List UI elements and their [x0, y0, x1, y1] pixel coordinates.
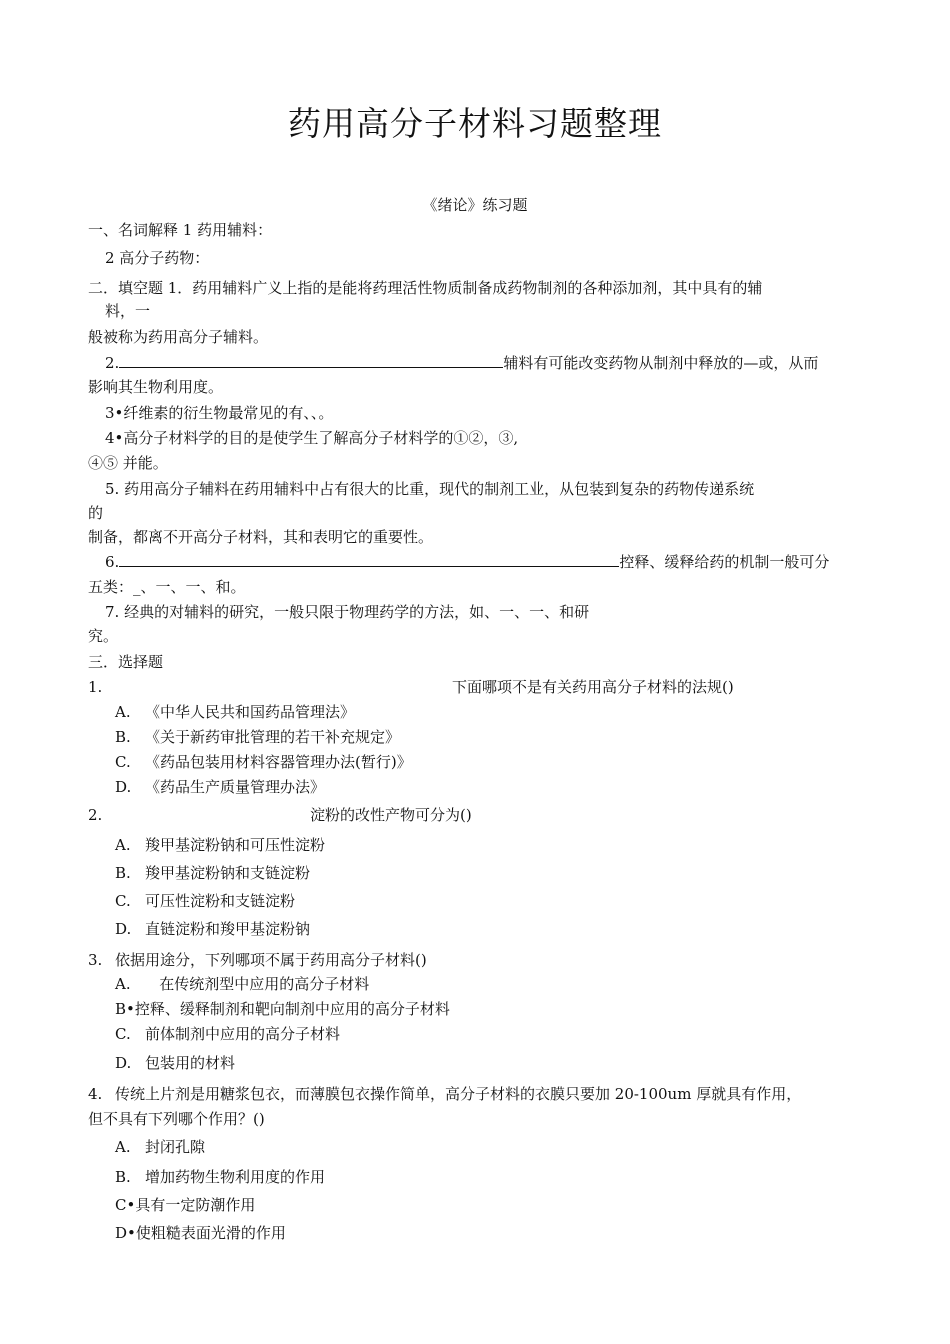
- mc-q2-option-d[interactable]: D. 直链淀粉和羧甲基淀粉钠: [115, 920, 311, 938]
- mc-q3-option-d[interactable]: D. 包装用的材料: [115, 1054, 236, 1072]
- page-subtitle: 《绪论》练习题: [422, 196, 528, 214]
- mc-q3-number: 3.: [88, 951, 103, 969]
- q3-line: 3•纤维素的衍生物最常见的有、、。: [105, 404, 334, 422]
- q4-continuation: ④⑤ 并能。: [88, 454, 168, 472]
- mc-q3-option-c[interactable]: C. 前体制剂中应用的高分子材料: [115, 1025, 341, 1043]
- page-title: 药用高分子材料习题整理: [288, 104, 662, 143]
- q6-blank[interactable]: [119, 552, 619, 567]
- mc-q1-option-a[interactable]: A. 《中华人民共和国药品管理法》: [115, 703, 356, 721]
- section2-line1b: 料，一: [105, 302, 151, 320]
- q5-line-b: 的: [88, 504, 104, 522]
- q6-suffix: 控释、缓释给药的机制一般可分: [619, 553, 830, 571]
- section1-heading: 一、名词解释 1 药用辅料：: [88, 221, 273, 239]
- q2-prefix: 2.: [105, 354, 120, 372]
- q4-line: 4•高分子材料学的目的是使学生了解高分子材料学的①②，③,: [105, 429, 519, 447]
- q2-suffix: 辅料有可能改变药物从制剂中释放的—或，从而: [503, 354, 819, 372]
- section2-line1c: 般被称为药用高分子辅料。: [88, 328, 269, 346]
- mc-q3-text: 依据用途分，下列哪项不属于药用高分子材料(): [115, 951, 427, 969]
- mc-q4-option-d[interactable]: D•使粗糙表面光滑的作用: [115, 1224, 286, 1242]
- mc-q1-option-b[interactable]: B. 《关于新药审批管理的若干补充规定》: [115, 728, 401, 746]
- mc-q4-number: 4.: [88, 1085, 103, 1103]
- q7-continuation: 究。: [88, 627, 119, 645]
- q5-continuation: 制备，都离不开高分子材料，其和表明它的重要性。: [88, 528, 434, 546]
- mc-q1-option-c[interactable]: C. 《药品包装用材料容器管理办法(暂行)》: [115, 753, 412, 771]
- mc-q2-option-c[interactable]: C. 可压性淀粉和支链淀粉: [115, 892, 296, 910]
- mc-q4-text: 传统上片剂是用糖浆包衣，而薄膜包衣操作简单，高分子材料的衣膜只要加 20-100um 厚就具有作用，: [115, 1085, 802, 1103]
- mc-q4-option-c[interactable]: C•具有一定防潮作用: [115, 1196, 256, 1214]
- section3-heading: 三．选择题: [88, 653, 164, 671]
- mc-q2-text: 淀粉的改性产物可分为(): [310, 806, 472, 824]
- mc-q4-text-continuation: 但不具有下列哪个作用？(): [88, 1110, 265, 1128]
- mc-q1-number: 1.: [88, 678, 103, 696]
- mc-q3-option-a[interactable]: A. 在传统剂型中应用的高分子材料: [115, 975, 370, 993]
- q6-line: [105, 552, 829, 572]
- q7-line: 7. 经典的对辅料的研究，一般只限于物理药学的方法，如、一、一、和研: [105, 603, 590, 621]
- q6-prefix: 6.: [105, 553, 120, 571]
- mc-q1-option-d[interactable]: D. 《药品生产质量管理办法》: [115, 778, 326, 796]
- q2-line: [105, 353, 818, 373]
- q2-blank[interactable]: [119, 353, 503, 368]
- section1-item2: 2 高分子药物：: [105, 249, 210, 267]
- mc-q1-text: 下面哪项不是有关药用高分子材料的法规(): [452, 678, 734, 696]
- mc-q2-number: 2.: [88, 806, 103, 824]
- q5-line: 5. 药用高分子辅料在药用辅料中占有很大的比重，现代的制剂工业，从包装到复杂的药物传递系统: [105, 480, 755, 498]
- mc-q3-option-b[interactable]: B•控释、缓释制剂和靶向制剂中应用的高分子材料: [115, 1000, 450, 1018]
- q6-continuation: 五类：_、一、一、和。: [88, 578, 246, 596]
- section2-line1: 二．填空题 1．药用辅料广义上指的是能将药理活性物质制备成药物制剂的各种添加剂，其中具有的辅: [88, 279, 763, 297]
- mc-q2-option-b[interactable]: B. 羧甲基淀粉钠和支链淀粉: [115, 864, 311, 882]
- mc-q4-option-a[interactable]: A. 封闭孔隙: [115, 1138, 206, 1156]
- mc-q4-option-b[interactable]: B. 增加药物生物利用度的作用: [115, 1168, 326, 1186]
- mc-q2-option-a[interactable]: A. 羧甲基淀粉钠和可压性淀粉: [115, 836, 326, 854]
- q2-continuation: 影响其生物利用度。: [88, 378, 224, 396]
